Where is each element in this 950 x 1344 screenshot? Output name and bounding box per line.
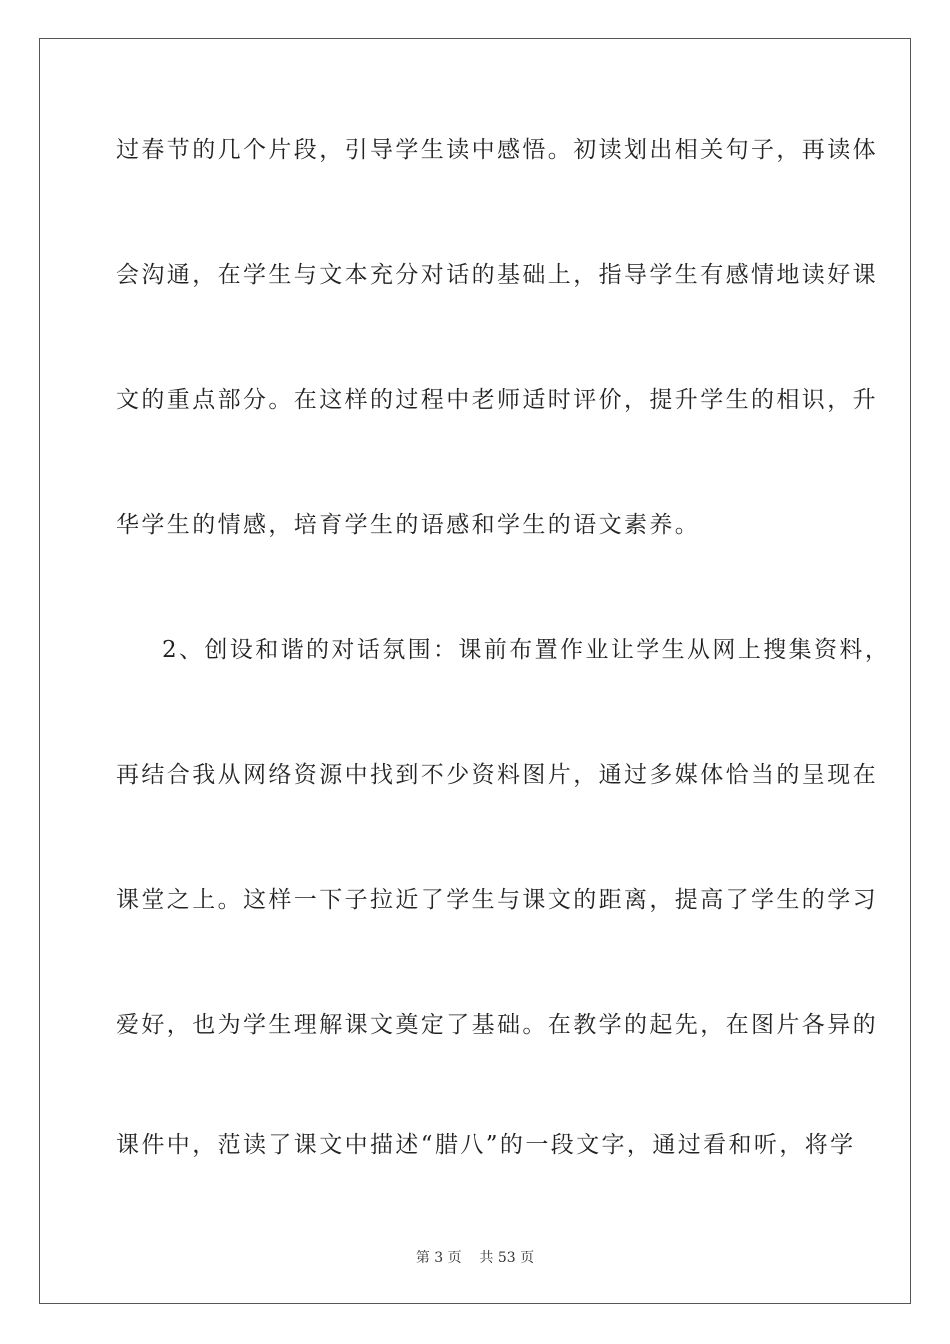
- paragraph-line: 课堂之上。这样一下子拉近了学生与课文的距离，提高了学生的学习: [116, 887, 878, 913]
- paragraph-line: 华学生的情感，培育学生的语感和学生的语文素养。: [116, 512, 701, 538]
- paragraph-line: 文的重点部分。在这样的过程中老师适时评价，提升学生的相识，升: [116, 387, 878, 413]
- paragraph-line: 课件中，范读了课文中描述“腊八”的一段文字，通过看和听，将学: [116, 1132, 856, 1158]
- paragraph-line: 过春节的几个片段，引导学生读中感悟。初读划出相关句子，再读体: [116, 137, 878, 163]
- paragraph-line: 爱好，也为学生理解课文奠定了基础。在教学的起先，在图片各异的: [116, 1012, 878, 1038]
- page-frame: [39, 38, 911, 1304]
- page-number-footer: 第 3 页 共 53 页: [415, 1250, 535, 1266]
- paragraph-line: 再结合我从网络资源中找到不少资料图片，通过多媒体恰当的呈现在: [116, 762, 878, 788]
- paragraph-line: 2、创设和谐的对话氛围：课前布置作业让学生从网上搜集资料，: [162, 637, 891, 663]
- paragraph-line: 会沟通，在学生与文本充分对话的基础上，指导学生有感情地读好课: [116, 262, 878, 288]
